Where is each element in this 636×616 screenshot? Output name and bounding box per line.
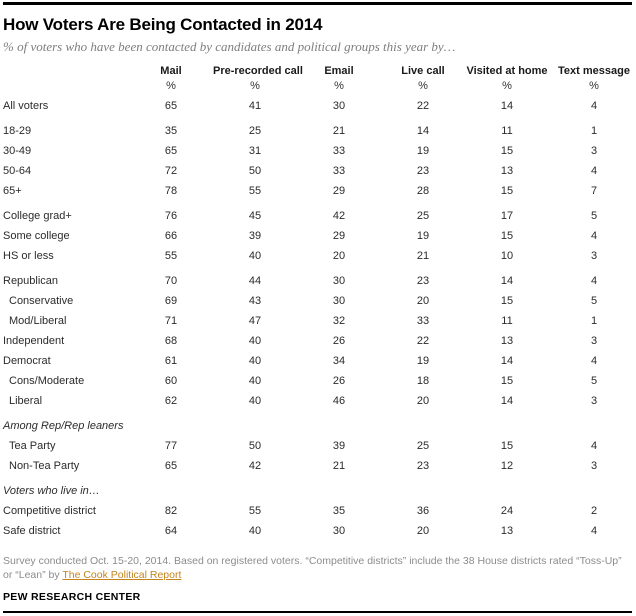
cell-value: 19: [416, 230, 430, 242]
cell-value: 64: [164, 525, 178, 537]
unit-cell: %: [589, 80, 599, 92]
table-header: [3, 61, 636, 96]
column-header-prerecorded-call: Pre-recorded call: [213, 65, 303, 77]
cell-value: 15: [500, 375, 514, 387]
cell-value: 39: [248, 230, 262, 242]
cell-value: 4: [590, 525, 598, 537]
row-label: 65+: [3, 185, 22, 197]
cell-value: 24: [500, 505, 514, 517]
row-label: College grad+: [3, 210, 72, 222]
bottom-divider: [3, 611, 632, 613]
cell-value: 23: [416, 275, 430, 287]
cell-value: 30: [332, 525, 346, 537]
top-divider: [3, 2, 632, 5]
cell-value: 21: [416, 250, 430, 262]
column-header-row: [3, 61, 636, 78]
cell-value: 32: [332, 315, 346, 327]
unit-cell: %: [250, 80, 260, 92]
row-label: Non-Tea Party: [9, 460, 80, 472]
cell-value: 20: [416, 525, 430, 537]
column-header-text-message: Text message: [558, 65, 630, 77]
cell-value: 33: [332, 145, 346, 157]
table-row: [3, 206, 636, 226]
cell-value: 66: [164, 230, 178, 242]
row-label: Competitive district: [3, 505, 96, 517]
cell-value: 76: [164, 210, 178, 222]
cell-value: 35: [164, 125, 178, 137]
cell-value: 12: [500, 460, 514, 472]
cell-value: 20: [416, 395, 430, 407]
cell-value: 40: [248, 525, 262, 537]
cell-value: 18: [416, 375, 430, 387]
cell-value: 40: [248, 250, 262, 262]
cell-value: 23: [416, 460, 430, 472]
row-label: Some college: [3, 230, 70, 242]
table-row: [3, 391, 636, 411]
cell-value: 55: [164, 250, 178, 262]
cell-value: 3: [590, 335, 598, 347]
cell-value: 14: [500, 355, 514, 367]
cell-value: 55: [248, 505, 262, 517]
table-row: [3, 351, 636, 371]
row-label: Democrat: [3, 355, 51, 367]
cell-value: 42: [248, 460, 262, 472]
cell-value: 29: [332, 230, 346, 242]
page-subtitle: % of voters who have been contacted by candidates and political groups this year by…: [3, 39, 456, 54]
row-label: 18-29: [3, 125, 32, 137]
cell-value: 5: [590, 295, 598, 307]
column-header-visited-at-home: Visited at home: [466, 65, 548, 77]
unit-cell-empty: [3, 78, 129, 96]
section-header-row: [3, 481, 636, 501]
cell-value: 23: [416, 165, 430, 177]
cell-value: 10: [500, 250, 514, 262]
cell-value: 15: [500, 295, 514, 307]
cell-value: 25: [416, 210, 430, 222]
table-body: [3, 96, 636, 541]
cook-political-report-link[interactable]: The Cook Political Report: [62, 569, 182, 581]
cell-value: 14: [500, 395, 514, 407]
table-row: [3, 246, 636, 266]
cell-value: 39: [332, 440, 346, 452]
cell-value: 41: [248, 100, 262, 112]
cell-value: 14: [500, 100, 514, 112]
unit-row: [3, 78, 636, 96]
row-label: Liberal: [9, 395, 43, 407]
column-header-mail: Mail: [160, 65, 182, 77]
cell-value: 46: [332, 395, 346, 407]
cell-value: 40: [248, 375, 262, 387]
table-row: [3, 291, 636, 311]
cell-value: 34: [332, 355, 346, 367]
cell-value: 62: [164, 395, 178, 407]
cell-value: 28: [416, 185, 430, 197]
section-label: Voters who live in…: [3, 485, 100, 497]
row-label-header: [3, 61, 129, 78]
cell-value: 4: [590, 440, 598, 452]
cell-value: 65: [164, 100, 178, 112]
cell-value: 40: [248, 395, 262, 407]
row-label: Tea Party: [9, 440, 56, 452]
cell-value: 19: [416, 355, 430, 367]
row-label: Conservative: [9, 295, 74, 307]
footnote-text: Survey conducted Oct. 15-20, 2014. Based on registered voters. “Competitive districts” include the 38 House districts rated “Toss-Up” or “Lean” by: [3, 555, 622, 581]
unit-cell: %: [418, 80, 428, 92]
cell-value: 30: [332, 275, 346, 287]
table-row: [3, 501, 636, 521]
cell-value: 47: [248, 315, 262, 327]
cell-value: 30: [332, 295, 346, 307]
cell-value: 15: [500, 440, 514, 452]
cell-value: 33: [416, 315, 430, 327]
cell-value: 4: [590, 275, 598, 287]
table-row: [3, 456, 636, 476]
row-label: HS or less: [3, 250, 54, 262]
cell-value: 65: [164, 460, 178, 472]
cell-value: 26: [332, 375, 346, 387]
report-card: [0, 2, 636, 613]
cell-value: 17: [500, 210, 514, 222]
table-row: [3, 121, 636, 141]
cell-value: 5: [590, 375, 598, 387]
section-label: Among Rep/Rep leaners: [3, 420, 124, 432]
cell-value: 50: [248, 440, 262, 452]
row-label: 30-49: [3, 145, 32, 157]
row-label: 50-64: [3, 165, 32, 177]
contact-methods-table: [3, 61, 636, 541]
cell-value: 77: [164, 440, 178, 452]
cell-value: 42: [332, 210, 346, 222]
cell-value: 21: [332, 125, 346, 137]
cell-value: 4: [590, 230, 598, 242]
cell-value: 36: [416, 505, 430, 517]
cell-value: 22: [416, 100, 430, 112]
cell-value: 14: [500, 275, 514, 287]
cell-value: 7: [590, 185, 598, 197]
cell-value: 72: [164, 165, 178, 177]
page-title: How Voters Are Being Contacted in 2014: [3, 15, 323, 34]
row-label: Mod/Liberal: [9, 315, 67, 327]
row-label: Cons/Moderate: [9, 375, 85, 387]
cell-value: 55: [248, 185, 262, 197]
cell-value: 50: [248, 165, 262, 177]
cell-value: 15: [500, 230, 514, 242]
cell-value: 11: [501, 125, 513, 137]
cell-value: 2: [590, 505, 598, 517]
cell-value: 22: [416, 335, 430, 347]
cell-value: 15: [500, 185, 514, 197]
table-row: [3, 96, 636, 116]
cell-value: 45: [248, 210, 262, 222]
cell-value: 13: [500, 525, 514, 537]
cell-value: 3: [590, 250, 598, 262]
row-label: Safe district: [3, 525, 61, 537]
cell-value: 40: [248, 355, 262, 367]
column-header-email: Email: [324, 65, 354, 77]
table-row: [3, 271, 636, 291]
cell-value: 20: [416, 295, 430, 307]
cell-value: 44: [248, 275, 262, 287]
cell-value: 1: [590, 315, 598, 327]
footnote: [3, 554, 632, 582]
unit-cell: %: [166, 80, 176, 92]
cell-value: 69: [164, 295, 178, 307]
cell-value: 31: [248, 145, 262, 157]
table-row: [3, 181, 636, 201]
cell-value: 15: [500, 145, 514, 157]
cell-value: 40: [248, 335, 262, 347]
cell-value: 19: [416, 145, 430, 157]
cell-value: 35: [332, 505, 346, 517]
cell-value: 3: [590, 460, 598, 472]
table-row: [3, 161, 636, 181]
cell-value: 1: [590, 125, 598, 137]
cell-value: 5: [590, 210, 598, 222]
cell-value: 4: [590, 165, 598, 177]
cell-value: 14: [416, 125, 430, 137]
cell-value: 25: [248, 125, 262, 137]
cell-value: 3: [590, 395, 598, 407]
cell-value: 82: [164, 505, 178, 517]
table-row: [3, 371, 636, 391]
cell-value: 3: [590, 145, 598, 157]
source-attribution: PEW RESEARCH CENTER: [3, 591, 141, 603]
cell-value: 13: [500, 165, 514, 177]
cell-value: 61: [164, 355, 178, 367]
cell-value: 70: [164, 275, 178, 287]
table-row: [3, 311, 636, 331]
row-label: Independent: [3, 335, 65, 347]
cell-value: 4: [590, 355, 598, 367]
row-label: Republican: [3, 275, 59, 287]
cell-value: 30: [332, 100, 346, 112]
cell-value: 68: [164, 335, 178, 347]
cell-value: 71: [164, 315, 178, 327]
table-row: [3, 226, 636, 246]
cell-value: 4: [590, 100, 598, 112]
column-header-live-call: Live call: [401, 65, 445, 77]
cell-value: 25: [416, 440, 430, 452]
cell-value: 13: [500, 335, 514, 347]
cell-value: 21: [332, 460, 346, 472]
cell-value: 33: [332, 165, 346, 177]
unit-cell: %: [334, 80, 344, 92]
row-label: All voters: [3, 100, 49, 112]
unit-cell: %: [502, 80, 512, 92]
cell-value: 11: [501, 315, 513, 327]
cell-value: 29: [332, 185, 346, 197]
cell-value: 65: [164, 145, 178, 157]
table-row: [3, 436, 636, 456]
cell-value: 20: [332, 250, 346, 262]
table-row: [3, 521, 636, 541]
section-header-row: [3, 416, 636, 436]
table-row: [3, 331, 636, 351]
cell-value: 60: [164, 375, 178, 387]
table-row: [3, 141, 636, 161]
cell-value: 26: [332, 335, 346, 347]
cell-value: 43: [248, 295, 262, 307]
cell-value: 78: [164, 185, 178, 197]
